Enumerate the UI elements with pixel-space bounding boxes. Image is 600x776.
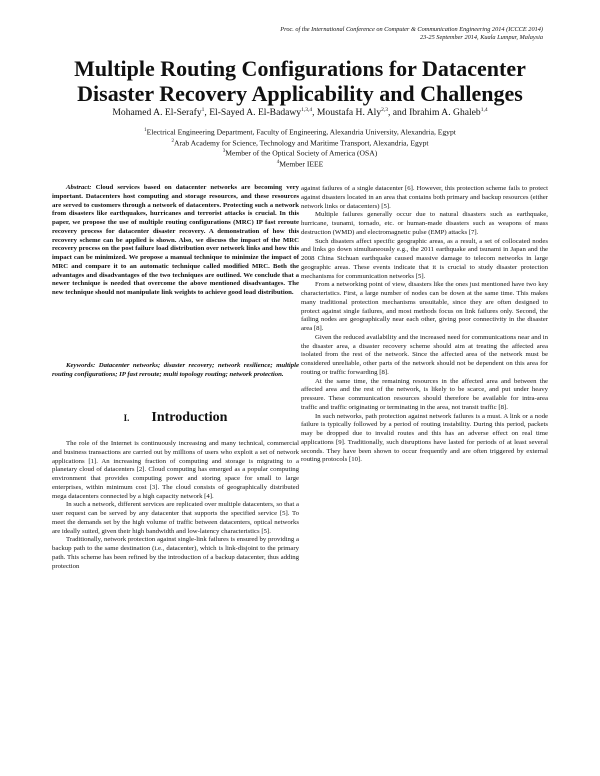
author: El-Sayed A. El-Badawy$^{1,3,4}$, (209, 107, 317, 119)
affiliation: $^1$Electrical Engineering Department, Faculty of Engineering, Alexandria University, Alexandria, Egypt (144, 127, 456, 137)
author: Ibrahim A. Ghaleb$^{1,4}$ (409, 107, 488, 119)
paragraph: In such a network, different services are replicated over multiple datacenters, so that a user request can be served by any datacenter that supports the specified service [5]. To meet the demands set by the high volume of traffic between datacenters, optical networks are ideally suited, given their high bandwidth and low-latency characteristics [5]. (52, 501, 299, 535)
conference-date-location: 23-25 September 2014, Kuala Lumpur, Malaysia (420, 34, 543, 41)
author: Mohamed A. El-Serafy$^1$, (112, 107, 210, 119)
keywords (52, 362, 299, 380)
section-title: Introduction (151, 410, 228, 425)
title-line-2: Disaster Recovery Applicability and Challenges (77, 81, 523, 106)
paragraph: Multiple failures generally occur due to natural disasters such as earthquake, hurricane, tsunami, tornado, etc. or human-made disasters such as weapons of mass destruction (WMD) and electromagnetic pulse (EMP) attacks [7]. (301, 211, 548, 236)
affiliation: $^2$Arab Academy for Science, Technology and Maritime Transport, Alexandria, Egypt (171, 138, 429, 148)
paragraph: Given the reduced availability and the increased need for communications near and in the disaster area, a disaster recovery scheme should aim at treating the affected area isolated from the rest of the network. Since the affected area of the network must be considered unreliable, other parts of the network should not be dependent on this area for routing or traffic forwarding [8]. (301, 333, 548, 376)
keywords-label: Keywords: (66, 362, 96, 369)
abstract (52, 184, 299, 298)
title-line-1: Multiple Routing Configurations for Datacenter (74, 56, 526, 81)
keywords-text: Datacenter networks; disaster recovery; network resilience; multiple routing configurations; IP fast reroute; multi topology routing; network protection. (52, 362, 299, 378)
intro-right-column (301, 185, 548, 465)
intro-left-column (52, 440, 299, 571)
affiliation: $^4$Member IEEE (276, 159, 324, 169)
section-heading (52, 410, 299, 426)
paragraph: In such networks, path protection against network failures is a must. A link or a node failure is typically followed by a period of routing instability. During this period, packets may be dropped due to invalid routes and this has an adverse effect on real time applications [9]. Traditionally, such disruptions have lasted for periods of at least several seconds. They have been shown to occur frequently and are often triggered by external routing protocols [10]. (301, 412, 548, 464)
conference-header (223, 26, 543, 42)
author-list (40, 104, 560, 119)
paragraph: against failures of a single datacenter [6]. However, this protection scheme fails to protect against disasters located in an area that contains both primary and backup resources (either network links or datacenters) [5]. (301, 185, 548, 210)
conference-name: Proc. of the International Conference on Computer & Communication Engineering 2014 (ICCCE 2014) (280, 26, 543, 33)
paragraph: Traditionally, network protection against single-link failures is ensured by providing a backup path to the same destination (i.e., datacenter), which is link-disjoint to the primary path. This scheme has been refined by the introduction of a backup datacenter, thus adding protection (52, 536, 299, 570)
section-number: I. (123, 413, 130, 423)
author: Moustafa H. Aly$^{2,3}$, and (316, 107, 410, 119)
paper-title (40, 56, 560, 106)
paragraph: Such disasters affect specific geographic areas, as a result, a set of collocated nodes and links go down simultaneously e.g., the 2011 earthquake and tsunami in Japan and the 2008 China Sichuan earthquake caused massive damage to telecom networks in large geographic areas. These events indicate that it is crucial to study disaster protection mechanisms for communication networks [5]. (301, 237, 548, 280)
paragraph: At the same time, the remaining resources in the affected area and between the affected area and the rest of the network, is likely to be scarce, and put under heavy pressure. These communication resources should therefore be available for intra-area traffic and traffic originating or terminating in the area, not transit traffic [8]. (301, 377, 548, 411)
affiliation: $^3$Member of the Optical Society of America (OSA) (222, 149, 378, 158)
abstract-label: Abstract: (66, 184, 92, 191)
paragraph: From a networking point of view, disasters like the ones just mentioned have two key characteristics. First, a large number of nodes can be down at the same time. This makes many traditional protection mechanisms unsuitable, since they are often designed to protect against single failures, and most methods focus on link failures only. Second, the failing nodes are geographically near each other, giving poor connectivity in the disaster area [8]. (301, 281, 548, 332)
abstract-text: Cloud services based on datacenter networks are becoming very important. Datacenters host computing and storage resources, and these resources are served to customers through a network of datacenters. Protecting such a network from disasters like earthquakes, hurricanes and terrorist attacks is crucial. In this paper, we propose the use of multiple routing configurations (MRC) IP fast reroute recovery process for datacenter disaster recovery. A demonstration of how this recovery scheme can be applied is shown. Also, we discuss the impact of the MRC recovery process on the post failure load distribution over network links and how this impact can be minimized. We propose a manual technique to minimize the impact of MRC and compare it to an automatic technique called modified MRC. Both the advantages and disadvantages of the two techniques are outlined. We conclude that a newer technique is needed that overcome the above mentioned disadvantages. The new technique should not manipulate link weights to achieve good load distribution. (52, 184, 299, 296)
affiliation-list (40, 126, 560, 169)
paragraph: The role of the Internet is continuously increasing and many technical, commercial and business transactions are carried out by millions of users who exploit a set of network applications [1]. An increasing fraction of computing and storage is migrating to a planetary cloud of datacenters [2]. Cloud computing has emerged as a popular computing environment that provides computing power and storing space for small to large enterprises, within minimum cost [3]. The cloud consists of geographically distributed mega datacenters connected by a high capacity network [4]. (52, 440, 299, 500)
